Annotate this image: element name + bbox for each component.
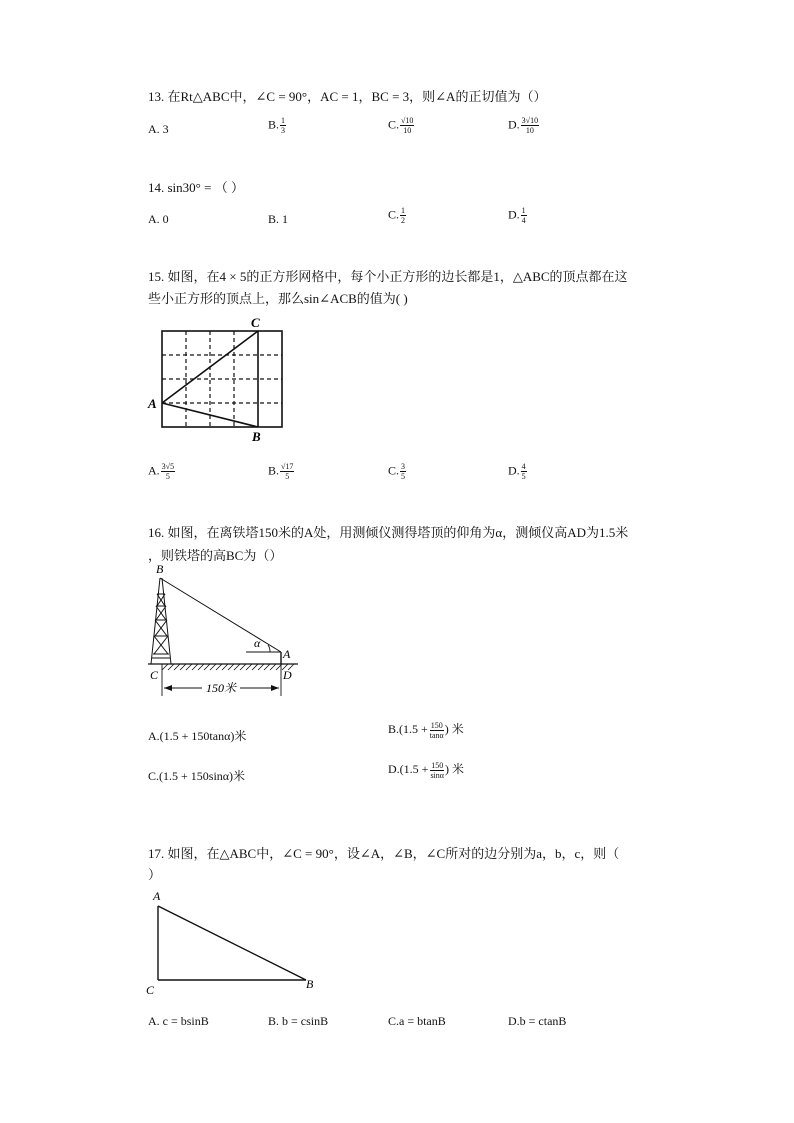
q16-option-d[interactable]: D.(1.5 + $\frac{150}{\sin\alpha}$ ) 米: [388, 760, 464, 780]
q17-option-c[interactable]: C.a = btanB: [388, 1014, 446, 1028]
q17-triangle-figure: [140, 884, 330, 999]
label-b: B: [306, 977, 314, 991]
question-16-line2: ，则铁塔的高BC为（）: [148, 548, 283, 563]
question-14-text: 14. sin30° = （ ）: [148, 180, 244, 195]
label-a: A: [148, 396, 157, 411]
q15-option-d[interactable]: D. $\frac{4}{5}$: [508, 462, 526, 481]
ground-hatching: [162, 664, 294, 670]
line-of-sight: [160, 578, 281, 652]
label-alpha: α: [254, 636, 261, 650]
q17-option-d[interactable]: D.b = ctanB: [508, 1014, 567, 1028]
label-a: A: [153, 889, 161, 903]
tower-icon: [151, 578, 171, 664]
arrow-right-icon: [271, 685, 279, 691]
q17-option-a[interactable]: A. c = bsinB: [148, 1014, 209, 1028]
label-b: B: [252, 429, 261, 444]
q16-option-c[interactable]: C.(1.5 + 150sinα)米: [148, 769, 246, 783]
question-13-text: 13. 在Rt△ABC中，∠C = 90°，AC = 1，BC = 3，则∠A的正切值为（）: [148, 89, 547, 104]
distance-label: 150米: [206, 681, 237, 695]
arrow-left-icon: [164, 685, 172, 691]
q16-option-b[interactable]: B.(1.5 + $\frac{150}{\tan\alpha}$ ) 米: [388, 720, 464, 740]
label-b: B: [156, 562, 164, 576]
grid-dashed-lines: [162, 331, 282, 427]
q13-option-d[interactable]: D. $\frac{3√10}{10}$: [508, 116, 539, 135]
question-17-line1: 17. 如图，在△ABC中，∠C = 90°，设∠A，∠B，∠C所对的边分别为a，b，c，则（: [148, 846, 620, 861]
q13-option-b[interactable]: B. $\frac{1}{3}$: [268, 116, 286, 135]
angle-arc: [268, 645, 270, 652]
label-a: A: [283, 647, 291, 661]
label-c: C: [251, 315, 260, 330]
q14-option-d[interactable]: D. $\frac{1}{4}$: [508, 206, 526, 225]
question-15-line1: 15. 如图，在4 × 5的正方形网格中，每个小正方形的边长都是1，△ABC的顶点都在这: [148, 269, 628, 284]
question-17-line2: ）: [148, 867, 162, 882]
q16-tower-figure: [140, 558, 310, 708]
q14-option-b[interactable]: B. 1: [268, 212, 289, 226]
question-16-line1: 16. 如图，在离铁塔150米的A处，用测倾仪测得塔顶的仰角为α，测倾仪高AD为1.5米: [148, 525, 629, 540]
q17-option-b[interactable]: B. b = csinB: [268, 1014, 329, 1028]
q15-grid-figure: [140, 312, 300, 447]
q14-option-a[interactable]: A. 0: [148, 212, 169, 226]
q16-option-a[interactable]: A.(1.5 + 150tanα)米: [148, 729, 247, 743]
q13-option-c[interactable]: C. $\frac{√10}{10}$: [388, 116, 414, 135]
q15-option-c[interactable]: C. $\frac{3}{5}$: [388, 462, 406, 481]
q13-option-a[interactable]: A. 3: [148, 122, 169, 136]
q15-option-a[interactable]: A. $\frac{3√5}{5}$: [148, 462, 175, 481]
side-ab: [158, 906, 306, 980]
question-15-line2: 些小正方形的顶点上，那么sin∠ACB的值为( ): [148, 291, 408, 306]
label-c: C: [146, 983, 155, 997]
q14-option-c[interactable]: C. $\frac{1}{2}$: [388, 206, 406, 225]
label-d: D: [283, 668, 292, 682]
label-c: C: [150, 668, 159, 682]
q15-option-b[interactable]: B. $\frac{√17}{5}$: [268, 462, 294, 481]
